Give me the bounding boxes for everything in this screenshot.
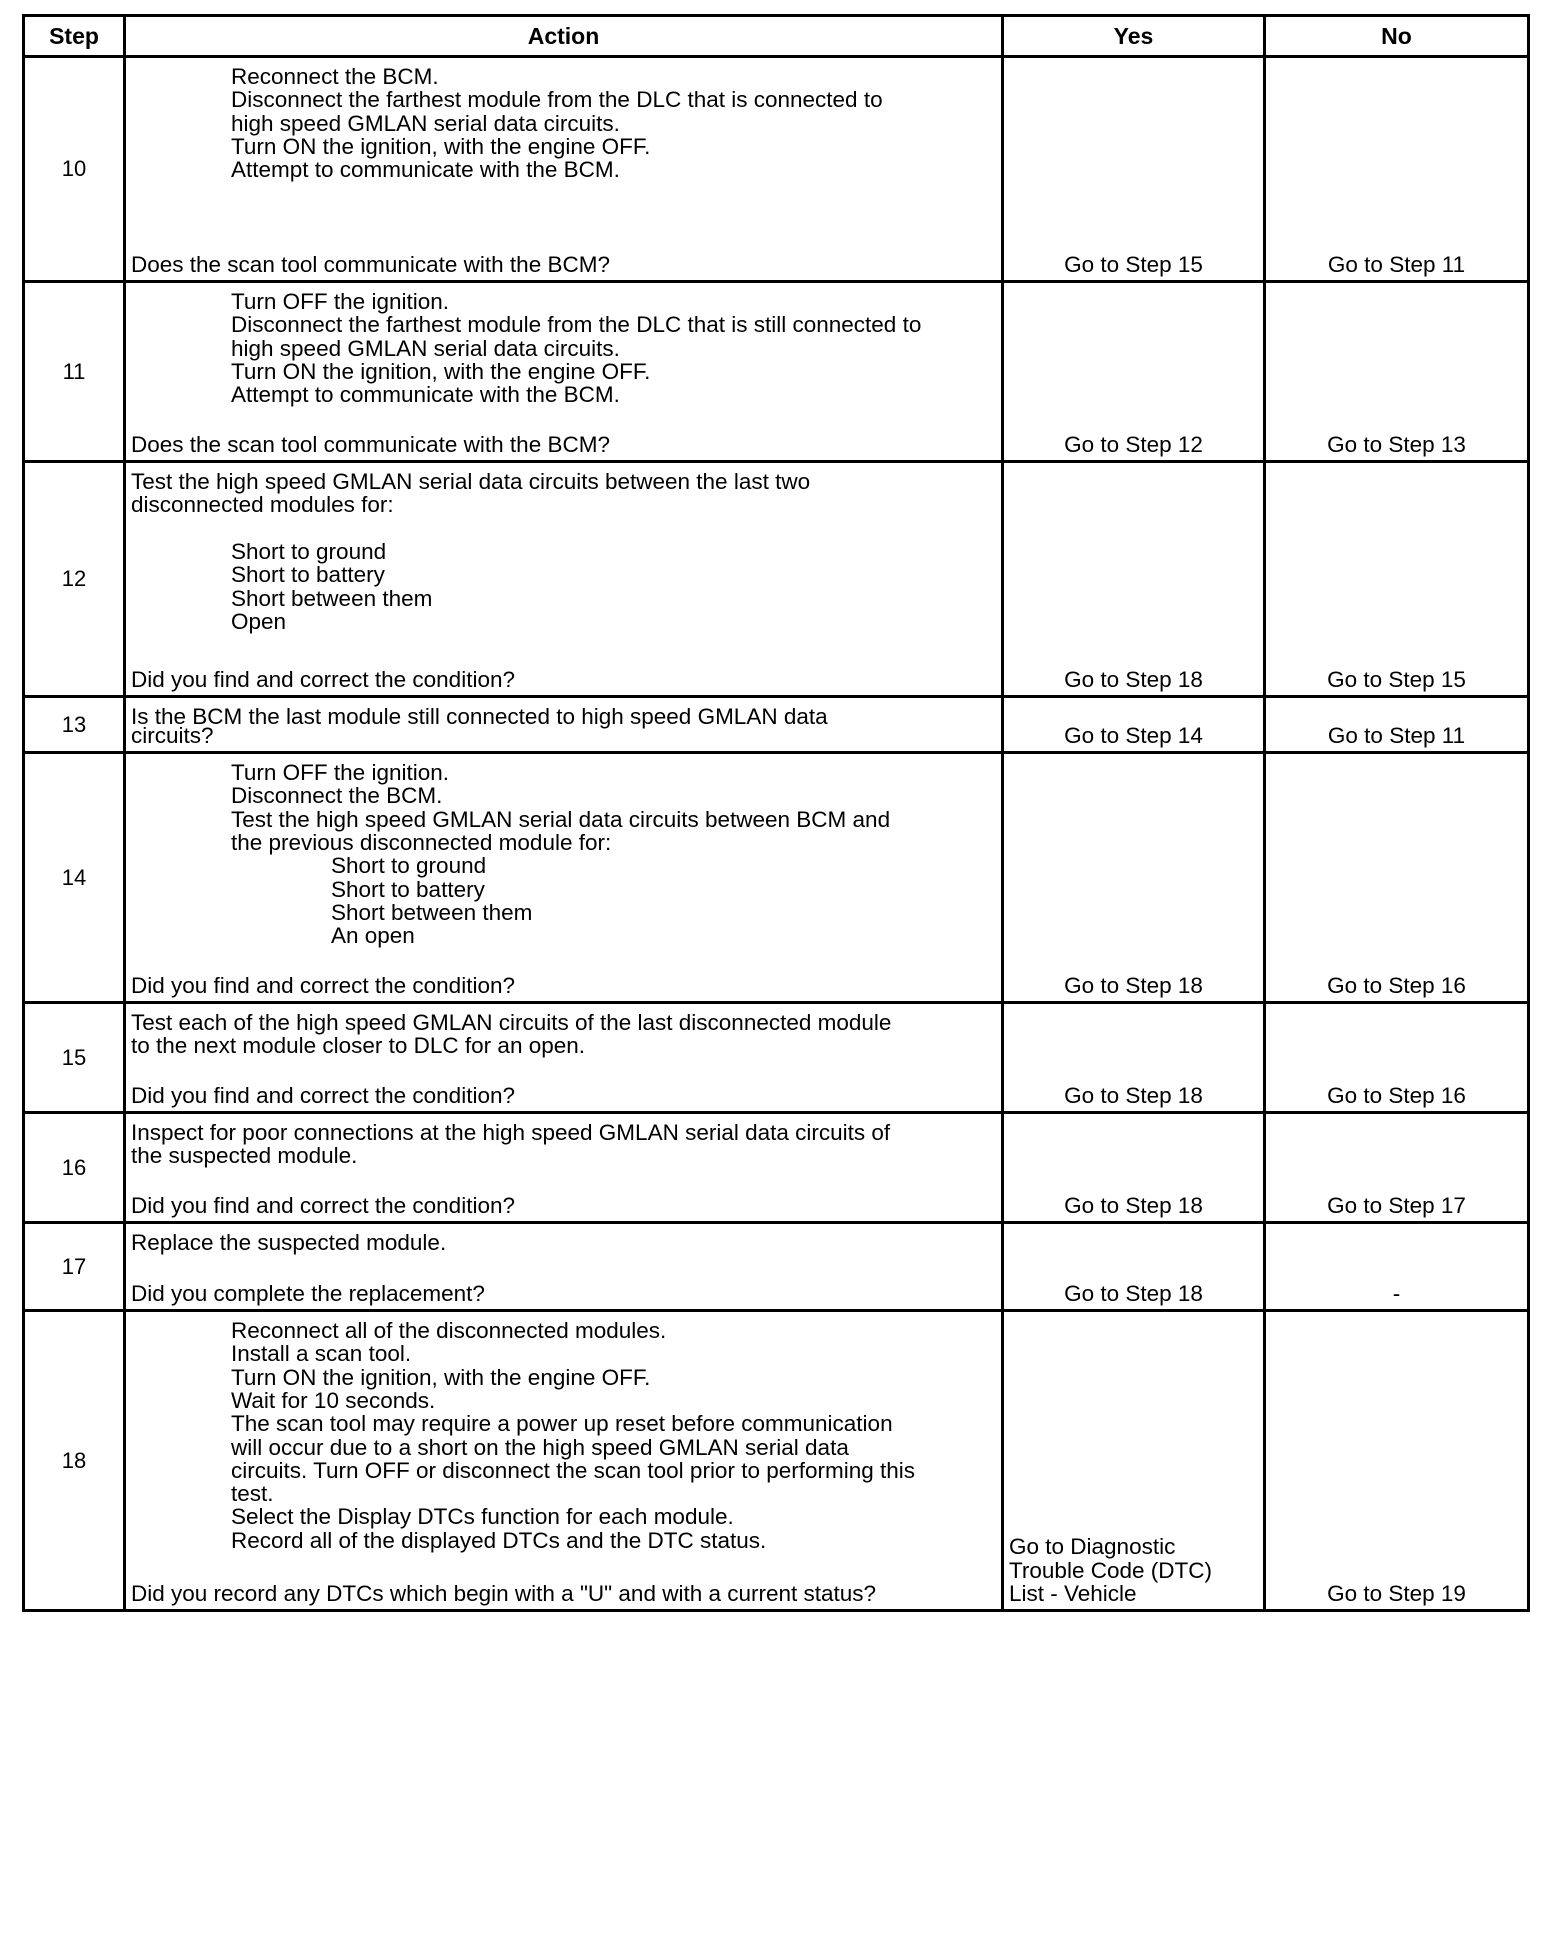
table-row — [24, 1223, 1529, 1311]
action-question: Does the scan tool communicate with the BCM? — [131, 432, 610, 457]
no-outcome[interactable]: Go to Step 13 — [1327, 432, 1466, 457]
action-question: Did you find and correct the condition? — [131, 1193, 515, 1218]
action-line: Replace the suspected module. — [131, 1230, 447, 1255]
action-line: The scan tool may require a power up reset before communication — [231, 1411, 893, 1437]
no-outcome[interactable]: Go to Step 16 — [1327, 973, 1466, 998]
action-line: Reconnect the BCM. — [231, 64, 439, 89]
action-line: Disconnect the BCM. — [231, 783, 443, 809]
yes-outcome[interactable]: Go to Step 18 — [1064, 1281, 1203, 1306]
action-line: the previous disconnected module for: — [231, 829, 612, 855]
no-cell — [1265, 1003, 1529, 1113]
step-number: 16 — [24, 1113, 125, 1223]
header-yes: Yes — [1003, 16, 1265, 57]
table-row — [24, 57, 1529, 282]
yes-outcome[interactable]: Go to Step 14 — [1064, 723, 1203, 748]
action-line: high speed GMLAN serial data circuits. — [231, 110, 620, 136]
action-cell — [125, 1311, 1003, 1611]
action-cell — [125, 753, 1003, 1003]
action-cell — [125, 1223, 1003, 1311]
yes-cell — [1003, 462, 1265, 697]
action-line: Test the high speed GMLAN serial data circuits between BCM and — [231, 806, 891, 832]
action-question: Does the scan tool communicate with the BCM? — [131, 252, 610, 277]
header-action: Action — [125, 16, 1003, 57]
table-row — [24, 753, 1529, 1003]
action-line: to the next module closer to DLC for an open. — [131, 1033, 586, 1059]
no-cell — [1265, 697, 1529, 753]
yes-cell — [1003, 282, 1265, 462]
no-cell — [1265, 282, 1529, 462]
action-line: An open — [331, 923, 415, 949]
no-outcome[interactable]: Go to Step 16 — [1327, 1083, 1466, 1108]
action-line: Attempt to communicate with the BCM. — [231, 382, 620, 408]
diagnostic-table — [22, 14, 1530, 1612]
header-row — [24, 16, 1529, 57]
step-number: 10 — [24, 57, 125, 282]
no-cell — [1265, 753, 1529, 1003]
yes-outcome-line[interactable]: List - Vehicle — [1009, 1581, 1137, 1606]
action-line: disconnected modules for: — [131, 492, 394, 518]
header-step: Step — [24, 16, 125, 57]
table-row — [24, 697, 1529, 753]
table-row — [24, 462, 1529, 697]
no-outcome[interactable]: Go to Step 17 — [1327, 1193, 1466, 1218]
action-line: Disconnect the farthest module from the DLC that is connected to — [231, 87, 883, 113]
action-line: Short to ground — [331, 853, 487, 879]
no-outcome[interactable]: Go to Step 11 — [1327, 252, 1466, 277]
action-line: Short to battery — [331, 876, 485, 902]
table-body — [24, 57, 1529, 1611]
yes-outcome[interactable]: Go to Step 15 — [1064, 252, 1203, 277]
action-line: Turn OFF the ignition. — [231, 760, 450, 785]
action-line: Select the Display DTCs function for each module. — [231, 1504, 734, 1530]
action-line: Short between them — [331, 899, 533, 925]
yes-outcome-line[interactable]: Go to Diagnostic — [1009, 1534, 1176, 1560]
step-number: 17 — [24, 1223, 125, 1311]
action-question: Did you record any DTCs which begin with a "U" and with a current status? — [131, 1581, 877, 1606]
action-line: Reconnect all of the disconnected modules. — [231, 1318, 667, 1343]
action-line: Wait for 10 seconds. — [231, 1387, 436, 1413]
yes-outcome[interactable]: Go to Step 18 — [1064, 973, 1203, 998]
action-line: Test each of the high speed GMLAN circuits of the last disconnected module — [131, 1010, 892, 1035]
yes-cell — [1003, 1223, 1265, 1311]
no-cell — [1265, 1311, 1529, 1611]
no-outcome[interactable]: Go to Step 11 — [1327, 723, 1466, 748]
header-no: No — [1265, 16, 1529, 57]
step-number: 18 — [24, 1311, 125, 1611]
action-line: will occur due to a short on the high speed GMLAN serial data — [231, 1434, 849, 1460]
action-question: Did you find and correct the condition? — [131, 667, 515, 692]
action-cell — [125, 462, 1003, 697]
action-cell — [125, 57, 1003, 282]
table-row — [24, 282, 1529, 462]
no-outcome: - — [1392, 1281, 1401, 1306]
yes-outcome[interactable]: Go to Step 18 — [1064, 667, 1203, 692]
step-number: 14 — [24, 753, 125, 1003]
action-line: Record all of the displayed DTCs and the DTC status. — [231, 1527, 767, 1553]
action-line: Disconnect the farthest module from the DLC that is still connected to — [231, 312, 922, 338]
step-number: 13 — [24, 697, 125, 753]
action-line: test. — [231, 1481, 274, 1507]
action-line: Turn ON the ignition, with the engine OFF. — [231, 1364, 651, 1390]
action-line: Test the high speed GMLAN serial data circuits between the last two — [131, 469, 811, 494]
action-line: Short to battery — [231, 562, 385, 588]
no-cell — [1265, 462, 1529, 697]
yes-cell — [1003, 1113, 1265, 1223]
action-cell — [125, 697, 1003, 753]
action-question: circuits? — [131, 723, 214, 748]
table-row — [24, 1113, 1529, 1223]
table-row — [24, 1003, 1529, 1113]
yes-outcome-line[interactable]: Trouble Code (DTC) — [1009, 1557, 1212, 1583]
yes-cell — [1003, 57, 1265, 282]
action-line: Attempt to communicate with the BCM. — [231, 157, 620, 183]
no-cell — [1265, 1113, 1529, 1223]
step-number: 15 — [24, 1003, 125, 1113]
table-row — [24, 1311, 1529, 1611]
action-line: Inspect for poor connections at the high speed GMLAN serial data circuits of — [131, 1120, 891, 1145]
action-question: Did you find and correct the condition? — [131, 1083, 515, 1108]
action-cell — [125, 1003, 1003, 1113]
no-outcome[interactable]: Go to Step 19 — [1327, 1581, 1466, 1606]
action-cell — [125, 1113, 1003, 1223]
yes-outcome[interactable]: Go to Step 18 — [1064, 1193, 1203, 1218]
action-cell — [125, 282, 1003, 462]
step-number: 11 — [24, 282, 125, 462]
no-cell — [1265, 57, 1529, 282]
action-line: Turn ON the ignition, with the engine OFF. — [231, 133, 651, 159]
yes-cell — [1003, 1003, 1265, 1113]
yes-cell — [1003, 697, 1265, 753]
action-line: Short between them — [231, 585, 433, 611]
action-line: Turn OFF the ignition. — [231, 289, 450, 314]
action-line: Short to ground — [231, 538, 387, 564]
no-cell — [1265, 1223, 1529, 1311]
action-line: Install a scan tool. — [231, 1341, 412, 1367]
action-question: Did you find and correct the condition? — [131, 973, 515, 998]
step-number: 12 — [24, 462, 125, 697]
yes-outcome[interactable]: Go to Step 18 — [1064, 1083, 1203, 1108]
action-line: Open — [231, 608, 287, 634]
action-line: high speed GMLAN serial data circuits. — [231, 335, 620, 361]
no-outcome[interactable]: Go to Step 15 — [1327, 667, 1466, 692]
action-question: Did you complete the replacement? — [131, 1281, 485, 1306]
action-line: Is the BCM the last module still connected to high speed GMLAN data — [131, 704, 828, 729]
action-line: circuits. Turn OFF or disconnect the scan tool prior to performing this — [231, 1457, 916, 1483]
action-line: the suspected module. — [131, 1143, 358, 1169]
yes-cell — [1003, 1311, 1265, 1611]
action-line: Turn ON the ignition, with the engine OFF. — [231, 358, 651, 384]
yes-cell — [1003, 753, 1265, 1003]
yes-outcome[interactable]: Go to Step 12 — [1064, 432, 1203, 457]
